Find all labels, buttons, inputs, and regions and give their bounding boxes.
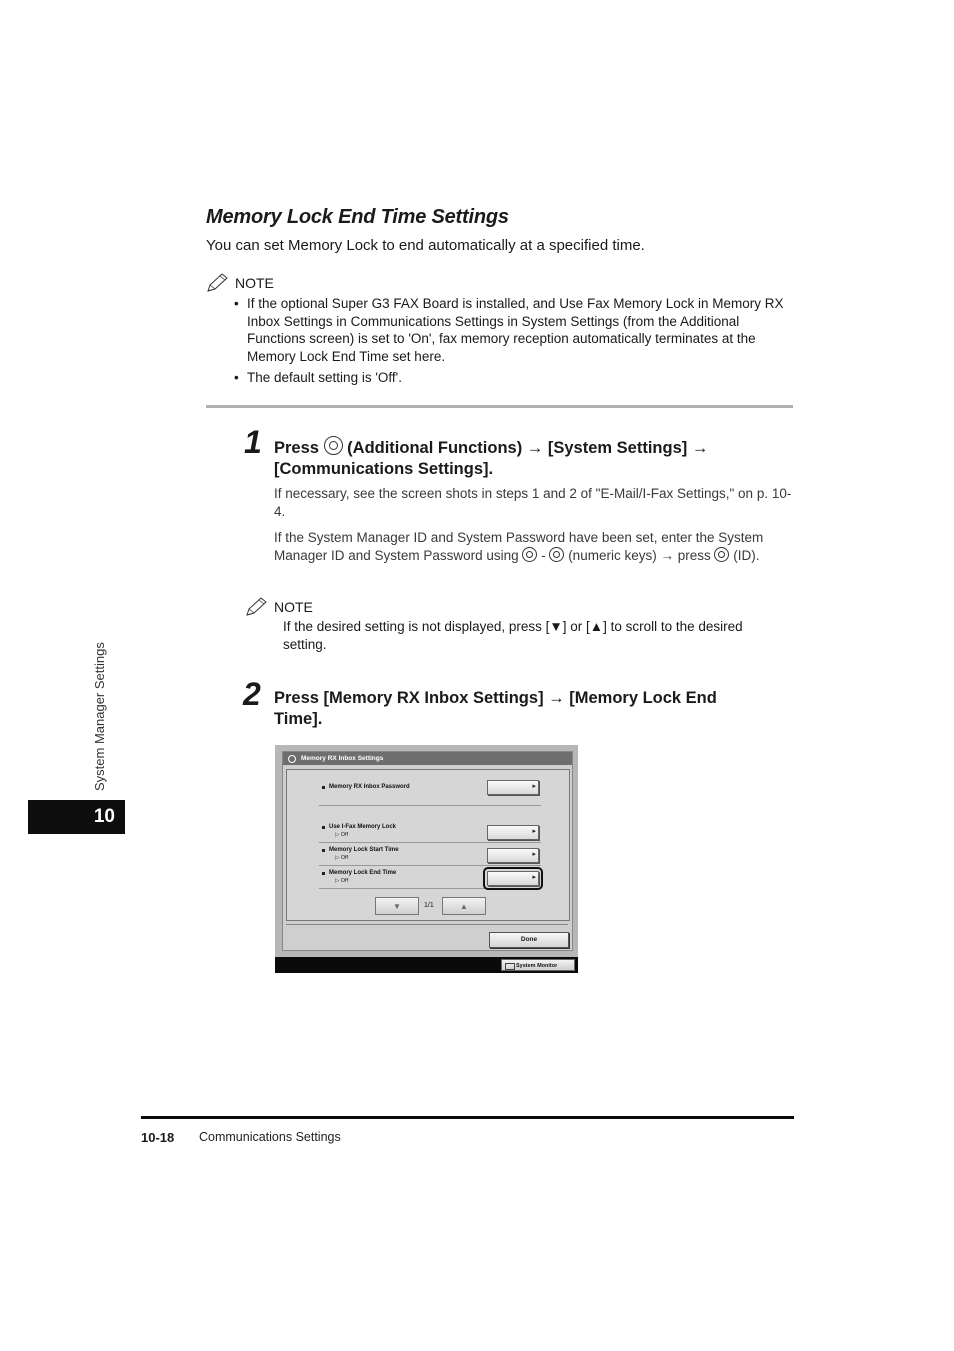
section-divider: [206, 405, 793, 408]
side-section-label: [88, 606, 118, 791]
screen-title-text: Memory RX Inbox Settings: [301, 755, 384, 762]
numeric-key-0-icon: [522, 547, 537, 562]
step-number: 1: [244, 424, 262, 460]
additional-functions-icon: [288, 755, 296, 763]
memory-lock-end-time-button[interactable]: [487, 871, 539, 886]
footer-section-name: Communications Settings: [199, 1130, 341, 1144]
down-arrow-icon: ▼: [393, 902, 401, 911]
row-value: ▷ Off: [335, 855, 349, 861]
step-title: [274, 436, 774, 480]
done-button[interactable]: Done: [489, 932, 569, 948]
memory-lock-start-time-button[interactable]: [487, 848, 539, 863]
note-item: • If the optional Super G3 FAX Board is installed, and Use Fax Memory Lock in Memory RX Inbox Settings in Communications Settings in System Settings (from the Additional Functions screen) is set to 'On', fax memory reception automatically terminates at the Memory Lock End Time set here.: [234, 295, 790, 365]
step-paragraph: If necessary, see the screen shots in steps 1 and 2 of "E-Mail/I-Fax Settings," on p. 10-4.: [274, 486, 792, 519]
note-label: NOTE: [274, 599, 313, 615]
row-label: Memory Lock Start Time: [329, 847, 399, 853]
note-list: [234, 295, 790, 391]
separator: [286, 924, 568, 925]
use-ifax-memory-lock-button[interactable]: [487, 825, 539, 840]
step-paragraph-text: (ID).: [733, 548, 760, 563]
scroll-down-button[interactable]: [375, 897, 419, 915]
step-paragraph-text: (numeric keys) → press: [568, 548, 711, 563]
additional-functions-key-icon: [324, 436, 343, 455]
screen-window: [282, 751, 573, 951]
section-title: Memory Lock End Time Settings: [206, 206, 509, 228]
step-paragraph-text: If the System Manager ID and System Password have been set, enter the System Manager ID and System Password using: [274, 530, 764, 563]
side-section-text: System Manager Settings: [92, 642, 107, 791]
note-text: If the desired setting is not displayed, press [▼] or [▲] to scroll to the desired setting.: [283, 619, 743, 652]
note-label: NOTE: [235, 275, 274, 291]
step-number: 2: [243, 676, 261, 712]
row-label: Memory Lock End Time: [329, 870, 397, 876]
note-item: • The default setting is 'Off'.: [234, 369, 790, 387]
page-number: 10-18: [141, 1130, 175, 1145]
row-label: Use I-Fax Memory Lock: [329, 824, 397, 830]
step-title-rest: (Additional Functions) → [System Settings] → [Communications Settings].: [274, 439, 709, 478]
screen-title: [283, 752, 572, 765]
row-value: ▷ Off: [335, 878, 349, 884]
step-paragraph: [274, 529, 794, 565]
chapter-tab: 10: [28, 800, 125, 834]
device-screen: [275, 745, 578, 973]
step-title-press: Press: [274, 439, 319, 457]
section-intro: You can set Memory Lock to end automatically at a specified time.: [206, 237, 645, 254]
id-key-icon: [714, 547, 729, 562]
screen-status-bar: [275, 957, 578, 973]
scroll-up-button[interactable]: [442, 897, 486, 915]
memory-rx-inbox-password-button[interactable]: [487, 780, 539, 795]
step-title: Press [Memory RX Inbox Settings] → [Memory Lock End Time].: [274, 689, 717, 728]
row-label: Memory RX Inbox Password: [329, 784, 410, 790]
system-monitor-button[interactable]: System Monitor: [501, 959, 575, 971]
footer-rule: [141, 1116, 794, 1119]
page-indicator: 1/1: [424, 902, 434, 909]
pencil-note-icon: [245, 597, 269, 617]
pencil-note-icon: [206, 273, 230, 293]
settings-panel: [286, 769, 570, 921]
numeric-key-9-icon: [549, 547, 564, 562]
step-paragraph-text: -: [541, 548, 546, 563]
row-value: ▷ Off: [335, 832, 349, 838]
up-arrow-icon: ▲: [460, 902, 468, 911]
